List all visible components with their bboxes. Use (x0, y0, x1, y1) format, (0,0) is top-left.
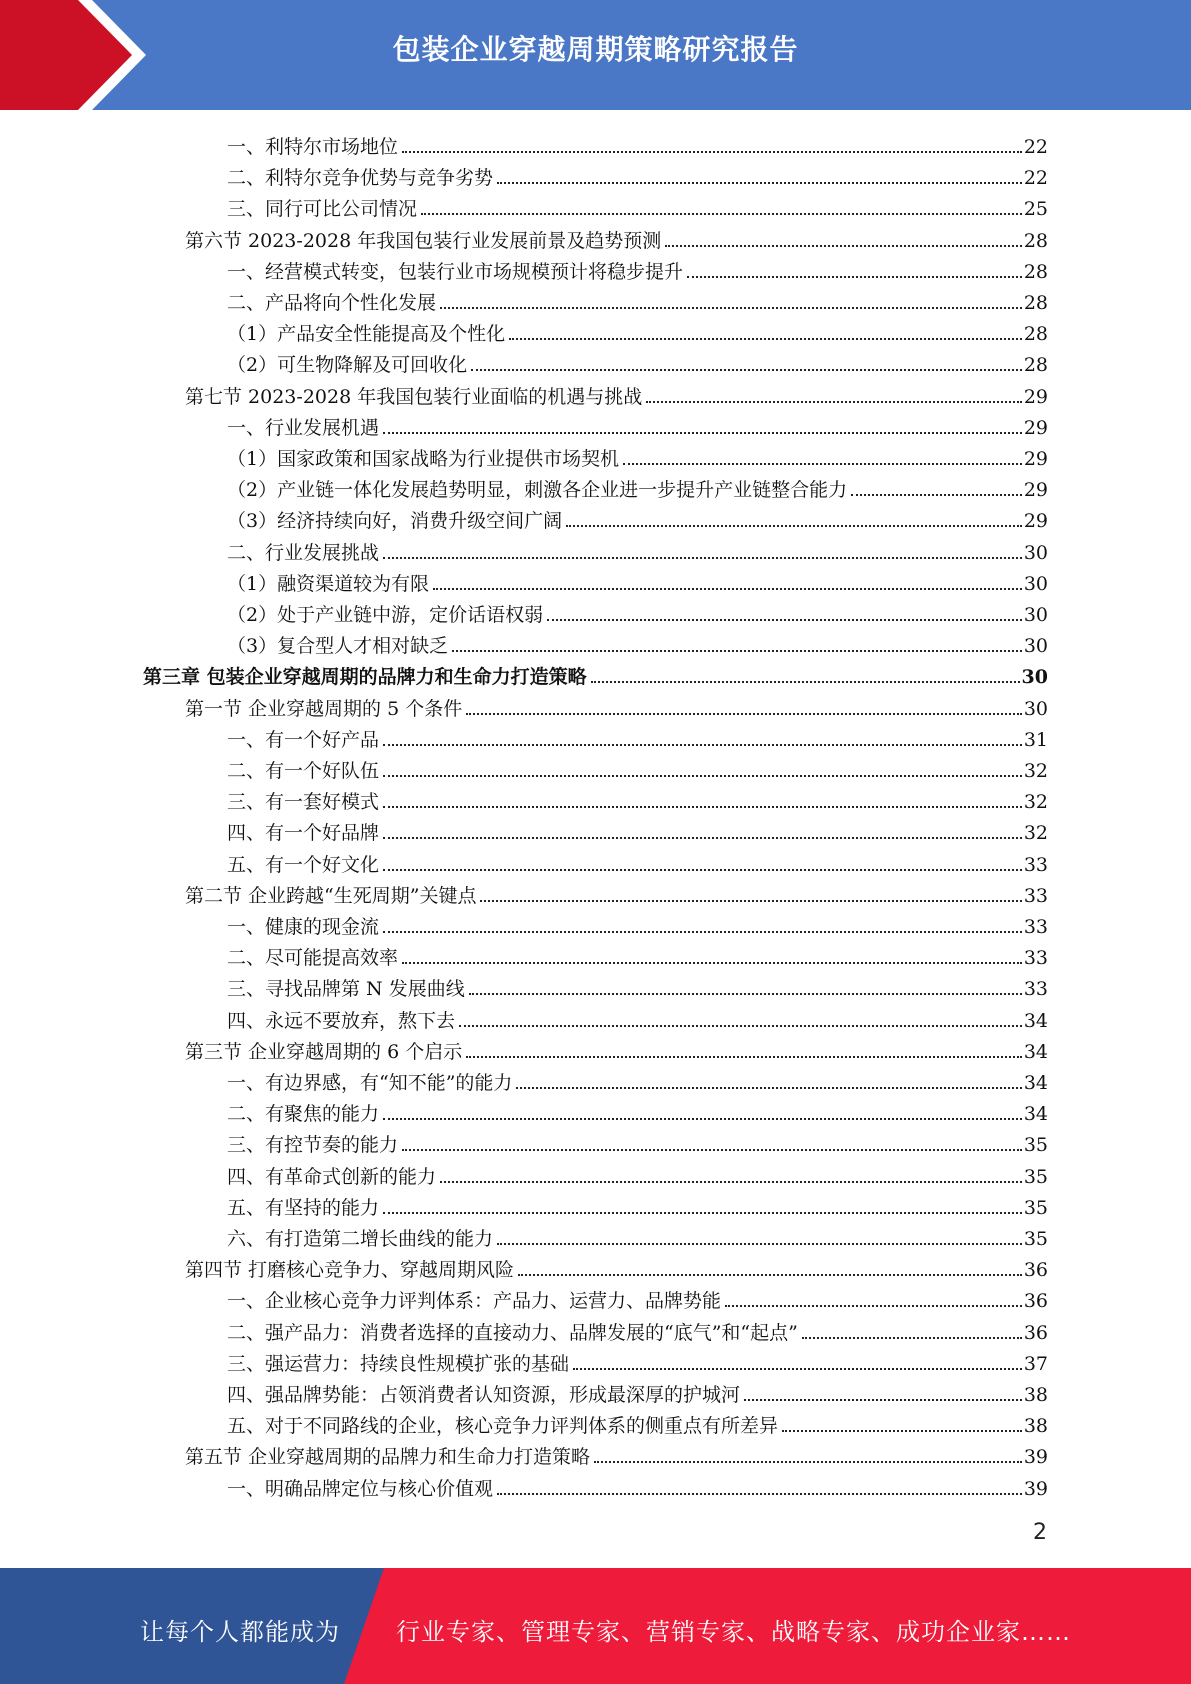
toc-entry[interactable] (227, 190, 1048, 221)
toc-dot-leader (383, 868, 1022, 871)
toc-dot-leader (497, 181, 1022, 184)
toc-entry-label: 六、有打造第二增长曲线的能力 (227, 1228, 494, 1250)
toc-entry[interactable] (227, 409, 1048, 440)
toc-entry-page: 33 (1023, 916, 1048, 938)
toc-entry-page: 39 (1023, 1446, 1048, 1469)
toc-dot-leader (421, 212, 1022, 215)
toc-entry-label: 五、有坚持的能力 (227, 1196, 380, 1219)
toc-entry-page: 30 (1023, 635, 1048, 658)
toc-dot-leader (469, 992, 1022, 995)
toc-entry-label: 一、健康的现金流 (227, 916, 380, 938)
toc-dot-leader (402, 150, 1022, 153)
toc-entry[interactable] (185, 1033, 1048, 1064)
toc-entry-page: 34 (1023, 1072, 1048, 1094)
toc-dot-leader (509, 337, 1022, 340)
toc-entry-label: （3）复合型人才相对缺乏 (227, 635, 449, 658)
toc-dot-leader (497, 1492, 1022, 1495)
toc-entry-label: 二、有一个好队伍 (227, 760, 380, 782)
toc-dot-leader (573, 1367, 1022, 1370)
toc-entry-page: 36 (1023, 1290, 1048, 1313)
toc-entry-page: 35 (1023, 1134, 1048, 1157)
toc-dot-leader (383, 774, 1022, 777)
toc-entry[interactable] (227, 1314, 1048, 1345)
toc-entry-page: 34 (1023, 1009, 1048, 1032)
toc-entry-page: 30 (1023, 697, 1048, 720)
toc-dot-leader (383, 1117, 1022, 1120)
toc-entry-label: 第三章 包装企业穿越周期的品牌力和生命力打造策略 (143, 666, 587, 689)
toc-entry[interactable] (227, 1282, 1048, 1313)
toc-entry-label: 四、有一个好品牌 (227, 822, 380, 845)
toc-entry[interactable] (227, 502, 1048, 533)
toc-dot-leader (725, 1304, 1022, 1307)
toc-entry[interactable] (227, 783, 1048, 814)
page-number: 2 (1033, 1520, 1047, 1545)
toc-dot-leader (665, 244, 1022, 247)
toc-entry-label: 第一节 企业穿越周期的 5 个条件 (185, 697, 463, 720)
toc-entry-label: 二、尽可能提高效率 (227, 947, 399, 970)
toc-dot-leader (383, 930, 1022, 933)
toc-entry[interactable] (227, 1376, 1048, 1407)
toc-entry[interactable] (227, 284, 1048, 315)
toc-entry[interactable] (227, 814, 1048, 845)
toc-entry-page: 34 (1023, 1103, 1048, 1126)
toc-entry[interactable] (227, 315, 1048, 346)
toc-dot-leader (383, 1211, 1022, 1214)
toc-entry[interactable] (227, 908, 1048, 939)
toc-dot-leader (744, 1398, 1022, 1401)
toc-dot-leader (623, 462, 1022, 465)
toc-entry-page: 29 (1023, 416, 1048, 439)
toc-entry[interactable] (227, 970, 1048, 1001)
toc-dot-leader (802, 1336, 1022, 1339)
toc-entry-label: 一、企业核心竞争力评判体系：产品力、运营力、品牌势能 (227, 1290, 722, 1313)
toc-entry[interactable] (227, 721, 1048, 752)
toc-entry-label: （1）融资渠道较为有限 (227, 572, 430, 595)
toc-entry-label: 一、行业发展机遇 (227, 416, 380, 439)
toc-entry-page: 34 (1023, 1040, 1048, 1063)
report-title: 包装企业穿越周期策略研究报告 (392, 33, 799, 66)
toc-entry-page: 31 (1023, 728, 1048, 751)
toc-entry[interactable] (227, 596, 1048, 627)
toc-dot-leader (646, 400, 1022, 403)
toc-dot-leader (591, 680, 1020, 683)
toc-entry[interactable] (143, 658, 1048, 689)
toc-dot-leader (440, 306, 1022, 309)
toc-dot-leader (497, 1242, 1022, 1245)
toc-entry-page: 22 (1023, 136, 1048, 158)
toc-entry-label: 四、强品牌势能：占领消费者认知资源，形成最深厚的护城河 (227, 1384, 741, 1406)
toc-entry-page: 33 (1023, 884, 1048, 907)
toc-entry-page: 38 (1023, 1415, 1048, 1438)
toc-entry-label: 第四节 打磨核心竞争力、穿越周期风险 (185, 1259, 515, 1282)
toc-entry[interactable] (227, 627, 1048, 658)
toc-entry-label: （2）产业链一体化发展趋势明显，刺激各企业进一步提升产业链整合能力 (227, 479, 848, 502)
toc-entry-label: （3）经济持续向好，消费升级空间广阔 (227, 510, 563, 533)
toc-entry[interactable] (227, 128, 1048, 159)
toc-entry[interactable] (185, 1438, 1048, 1469)
toc-dot-leader (440, 1180, 1022, 1183)
toc-entry-label: 一、经营模式转变，包装行业市场规模预计将稳步提升 (227, 260, 684, 283)
toc-dot-leader (452, 649, 1022, 652)
toc-entry[interactable] (227, 440, 1048, 471)
toc-entry[interactable] (227, 1470, 1048, 1501)
toc-dot-leader (466, 712, 1022, 715)
toc-entry[interactable] (227, 1158, 1048, 1189)
toc-entry-page: 22 (1023, 167, 1048, 190)
toc-entry-label: 五、有一个好文化 (227, 853, 380, 876)
toc-entry[interactable] (227, 1189, 1048, 1220)
toc-dot-leader (687, 275, 1022, 278)
toc-dot-leader (466, 1055, 1022, 1058)
toc-entry[interactable] (227, 159, 1048, 190)
toc-entry-label: 一、明确品牌定位与核心价值观 (227, 1477, 494, 1500)
toc-entry-label: 第六节 2023-2028 年我国包装行业发展前景及趋势预测 (185, 229, 662, 252)
toc-entry-label: 二、有聚焦的能力 (227, 1103, 380, 1126)
toc-entry-page: 36 (1023, 1321, 1048, 1344)
toc-entry-label: 一、利特尔市场地位 (227, 136, 399, 158)
page-footer (0, 1568, 1191, 1684)
toc-dot-leader (471, 368, 1022, 371)
toc-entry-label: （2）处于产业链中游，定价话语权弱 (227, 604, 544, 626)
toc-entry-page: 28 (1023, 292, 1048, 314)
toc-entry[interactable] (185, 690, 1048, 721)
toc-entry-page: 29 (1023, 385, 1048, 408)
toc-dot-leader (383, 743, 1022, 746)
toc-dot-leader (383, 556, 1022, 559)
toc-entry-page: 33 (1023, 853, 1048, 876)
toc-entry-label: 三、有控节奏的能力 (227, 1134, 399, 1157)
toc-entry-page: 28 (1023, 260, 1048, 283)
toc-entry-label: 二、强产品力：消费者选择的直接动力、品牌发展的“底气”和“起点” (227, 1321, 798, 1344)
toc-entry-page: 35 (1023, 1165, 1048, 1188)
toc-entry-label: 二、利特尔竞争优势与竞争劣势 (227, 167, 494, 190)
toc-entry-label: 四、有革命式创新的能力 (227, 1165, 437, 1188)
toc-dot-leader (383, 836, 1022, 839)
toc-entry[interactable] (185, 1251, 1048, 1282)
toc-entry-page: 25 (1023, 198, 1048, 221)
toc-entry-label: 第五节 企业穿越周期的品牌力和生命力打造策略 (185, 1446, 591, 1469)
toc-entry-label: （1）国家政策和国家战略为行业提供市场契机 (227, 448, 620, 470)
toc-dot-leader (518, 1273, 1022, 1276)
toc-entry[interactable] (227, 939, 1048, 970)
toc-dot-leader (566, 524, 1022, 527)
toc-entry-label: （1）产品安全性能提高及个性化 (227, 323, 506, 346)
toc-dot-leader (383, 431, 1022, 434)
toc-entry-label: 第三节 企业穿越周期的 6 个启示 (185, 1040, 463, 1063)
toc-entry-page: 30 (1023, 541, 1048, 564)
footer-slogan-left: 让每个人都能成为 (140, 1618, 340, 1646)
toc-dot-leader (433, 587, 1022, 590)
toc-entry-label: （2）可生物降解及可回收化 (227, 354, 468, 377)
toc-entry-page: 30 (1021, 666, 1048, 689)
toc-dot-leader (402, 961, 1022, 964)
toc-entry[interactable] (227, 565, 1048, 596)
toc-entry-page: 30 (1023, 572, 1048, 595)
toc-entry[interactable] (227, 752, 1048, 783)
toc-entry[interactable] (227, 1126, 1048, 1157)
toc-entry[interactable] (227, 253, 1048, 284)
toc-entry-label: 四、永远不要放弃，熬下去 (227, 1009, 456, 1032)
footer-slogan-right: 行业专家、管理专家、营销专家、战略专家、成功企业家…… (396, 1618, 1071, 1646)
toc-entry-page: 35 (1023, 1196, 1048, 1219)
toc-entry[interactable] (227, 1002, 1048, 1033)
toc-entry[interactable] (185, 877, 1048, 908)
toc-entry-label: 五、对于不同路线的企业，核心竞争力评判体系的侧重点有所差异 (227, 1415, 779, 1438)
toc-entry-page: 32 (1023, 791, 1048, 814)
toc-entry-page: 36 (1023, 1259, 1048, 1282)
toc-entry-page: 39 (1023, 1477, 1048, 1500)
toc-entry-page: 28 (1023, 323, 1048, 346)
toc-entry-label: 二、行业发展挑战 (227, 541, 380, 564)
toc-entry-page: 33 (1023, 947, 1048, 970)
toc-entry-page: 29 (1023, 510, 1048, 533)
toc-entry-page: 35 (1023, 1228, 1048, 1250)
toc-entry-page: 29 (1023, 448, 1048, 470)
toc-entry[interactable] (227, 1064, 1048, 1095)
toc-dot-leader (594, 1460, 1022, 1463)
toc-dot-leader (547, 618, 1022, 621)
toc-entry-label: 三、强运营力：持续良性规模扩张的基础 (227, 1352, 570, 1375)
toc-entry-label: 二、产品将向个性化发展 (227, 292, 437, 314)
toc-dot-leader (402, 1148, 1022, 1151)
toc-entry-page: 37 (1023, 1352, 1048, 1375)
toc-entry[interactable] (185, 378, 1048, 409)
toc-entry-page: 33 (1023, 978, 1048, 1001)
toc-entry-label: 一、有一个好产品 (227, 728, 380, 751)
toc-entry[interactable] (227, 534, 1048, 565)
toc-dot-leader (516, 1086, 1021, 1089)
toc-entry-label: 第七节 2023-2028 年我国包装行业面临的机遇与挑战 (185, 385, 643, 408)
toc-dot-leader (480, 899, 1021, 902)
toc-entry-label: 第二节 企业跨越“生死周期”关键点 (185, 884, 477, 907)
toc-entry-label: 一、有边界感，有“知不能”的能力 (227, 1072, 513, 1094)
toc-entry-label: 三、有一套好模式 (227, 791, 380, 814)
toc-entry[interactable] (227, 846, 1048, 877)
toc-entry-page: 28 (1023, 229, 1048, 252)
toc-dot-leader (383, 805, 1022, 808)
toc-entry[interactable] (227, 1220, 1048, 1251)
toc-entry-page: 29 (1023, 479, 1048, 502)
toc-dot-leader (459, 1024, 1022, 1027)
toc-entry-page: 28 (1023, 354, 1048, 377)
toc-entry[interactable] (227, 1407, 1048, 1438)
toc-entry[interactable] (227, 1095, 1048, 1126)
toc-dot-leader (782, 1429, 1022, 1432)
toc-entry-page: 32 (1023, 822, 1048, 845)
toc-dot-leader (851, 493, 1022, 496)
toc-entry[interactable] (227, 346, 1048, 377)
toc-entry-label: 三、同行可比公司情况 (227, 198, 418, 221)
toc-entry[interactable] (227, 471, 1048, 502)
toc-entry-page: 32 (1023, 760, 1048, 782)
toc-entry[interactable] (227, 1345, 1048, 1376)
toc-entry-label: 三、寻找品牌第 N 发展曲线 (227, 978, 465, 1001)
page-header (0, 0, 1191, 110)
toc-entry[interactable] (185, 222, 1048, 253)
toc-entry-page: 30 (1023, 604, 1048, 626)
toc-entry-page: 38 (1023, 1384, 1048, 1406)
